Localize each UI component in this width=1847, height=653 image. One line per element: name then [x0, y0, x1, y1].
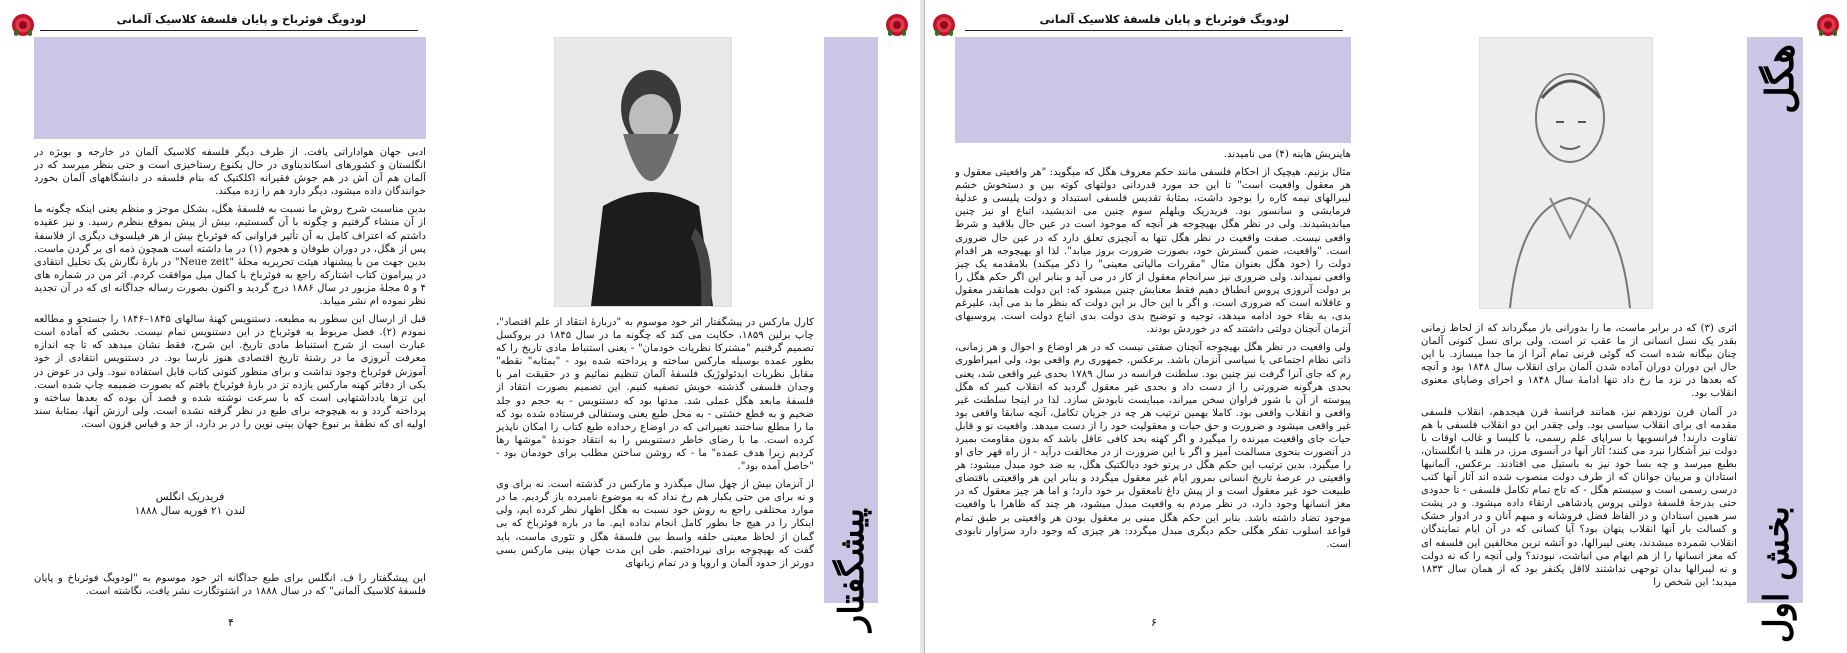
right-column-text — [1421, 322, 1737, 602]
paragraph: اثری (۳) که در برابر ماست، ما را بدورانی باز میگرداند که از لحاظ زمانی بقدر یک نسل انسانی از ما عقب تر است. ولی برای نسل کنونی آلمان چنان بیگانه شده است که گوئی قرنی تمام آنرا از ما جدا میسازد. با این حال این دوران دوران آماده شدن آلمان برای انقلاب سال ۱۸۴۸ بود و آنچه که بعدها در نزد ما رخ داد تنها ادامهٔ سال ۱۸۴۸ و اجرای وصایای معنوی انقلاب بود. — [1421, 323, 1737, 400]
paragraph: بدین مناسبت شرح روش ما نسبت به فلسفهٔ هگل، بشکل موجز و منظم یعنی اینکه چگونه ما از آن منشاء گرفتیم و چگونه با آن گسستیم، بیش از پیش بموقع بنظرم رسید. و نیز عقیده داشتم که اعتراف کامل به آن تأثیر فراوانی که فوئرباخ بیش از هر فیلسوف دیگری از فلاسفهٔ پس از هگل، در دوران طوفان و هجوم (۱) در ما داشته است همچون ذمه ای بر گردن ماست. بدین جهت من با پیشنهاد هیئت تحریریه مجلهٔ "Neue zeit" در بارهٔ نگارش یک تحلیل انتقادی در پیرامون کتاب اشتارکه راجع به فوئرباخ با کمال میل موافقت کردم. اثر من در شماره های ۴ و ۵ مجلهٔ مزبور در سال ۱۸۸۶ درج گردید و اکنون بصورت رساله جداگانه ای که در آن تجدید نظر نموده ام نشر مییابد. — [34, 204, 426, 308]
lavender-box — [34, 37, 426, 139]
section-title: هگل — [1757, 44, 1802, 114]
signature — [100, 490, 280, 518]
paragraph: ولی واقعیت در نظر هگل بهیچوجه آنچنان صفتی نیست که در هر اوضاع و احوال و هر زمانی، ذاتی نظام اجتماعی یا سیاسی آنزمان باشد. برعکس. جمهوری رم واقعی بود، ولی امپراطوری رم که جای آنرا گرفت نیز چنین بود. سلطنت فرانسه در سال ۱۷۸۹ بحدی غیر واقعی شد، یعنی بحدی هرگونه ضرورتی را از دست داد و بحدی غیر معقول گردید که انقلاب کبیر که هگل پیوسته از آن با شور فراوان سخن میراند، میبایست نابودش سازد. لذا در اینجا سلطنت غیر واقعی و انقلاب واقعی بود. کاملا بهمین ترتیب هر چه در جریان تکامل، آنچه سابقا واقعی بود غیر واقعی میشود و ضرورت و حق حیات و معقولیت خود را از دست میدهد. واقعیت نو و قابل حیات جای واقعیت میرنده را میگیرد و اگر کهنه بحد کافی عاقل باشد که بدون مقاومت بمیرد در آنصورت بنحوی مسالمت آمیز و اگر با این ضرورت از در مخالفت درآید - از راه قهر جای او را میگیرد. بدین ترتیب این حکم هگل در پرتو خود دیالکتیک هگل، به ضد خود مبدل میشود: هر واقعیتی در عرصهٔ تاریخ انسانی بمرور ایام غیر معقول میگردد و بنابر این هر واقعیتی باقتضای طبیعت خود غیر معقول است و از پیش داغ نامعقول بر خود دارد؛ و اما هر چیز معقول که در مغز انسانها وجود دارد، در نظر مردم به واقعیت مبدل میشود، هر چند که ظاهرا با واقعیت موجود تضاد داشته باشد. بنابر این حکم هگل مبنی بر معقول بودن هر واقعیتی بر طبق تمام قواعد اسلوب تفکر هگلی حکم دیگری مبدل میگردد: هر چیزی که وجود دارد سزاوار نابودی است. — [955, 342, 1351, 550]
paragraph: کارل مارکس در پیشگفتار اثر خود موسوم به "دربارهٔ انتقاد از علم اقتصاد"، چاپ برلین ۱۸۵۹، حکایت می کند که چگونه ما در سال ۱۸۴۵ در بروکسل تصمیم گرفتیم "مشترکا نظریات خودمان" - یعنی استنباط مادی تاریخ را که بطور عمده بوسیله مارکس ساخته و پرداخته شده بود - "بمثابه" نقطه" مقابل نظریات ایدئولوژیک فلسفهٔ آلمان تنظیم نمائیم و در حقیقت امر با وجدان فلسفی گذشته خویش تصفیه کنیم. این تصمیم بصورت انتقاد از فلسفهٔ مابعد هگل عملی شد. مدتها بود که دستنویس - به حجم دو جلد ضخیم و به قطع خشتی - به محل طبع یعنی وستفالی فرستاده شده بود که ما را مطلع ساختند تغییراتی که در اوضاع رخداده طبع کتاب را امکان ناپذیر کرده است. ما با رضای خاطر دستنویس را به انتقاد جوندهٔ "موشها رها کردیم زیرا هدف عمده" ما - که روشن ساختن مطلب برای خودمان بود - "حاصل آمده بود". — [496, 317, 814, 473]
rose-icon — [884, 12, 910, 38]
page-preface — [460, 0, 920, 653]
paragraph: ادبی جهان هواداراتی یافت. از طرف دیگر فلسفه کلاسیک آلمان در خارجه و بویژه در انگلستان و کشورهای اسکاندیناوی در حال یکنوع رستاخیزی است و حتی بنظر میرسد که در آلمان هم آن آش در هم جوش فقیرانه اکلکتیک که بنام فلسفه در دانشگاههای آلمان بخورد خوانندگان داده میشود، دیگر دارد هم را زده میکند. — [34, 147, 426, 198]
header-rule — [965, 30, 1343, 31]
rose-icon — [931, 12, 957, 38]
rose-icon — [1815, 12, 1841, 38]
section-label: بخش اول — [1757, 506, 1797, 644]
paragraph: هاینریش هاینه (۴) می نامیدند. — [1223, 149, 1351, 160]
hegel-portrait — [1479, 37, 1653, 309]
page-header-title: لودویگ فوئرباخ و پایان فلسفهٔ کلاسیک آلمانی — [116, 13, 366, 26]
paragraph: در آلمان قرن نوزدهم نیز، همانند فرانسهٔ قرن هیجدهم، انقلاب فلسفی مقدمه ای برای انقلاب سیاسی بود. ولی چقدر این دو انقلاب فلسفی با هم تفاوت دارند! فرانسویها با سراپای علم رسمی، با کلیسا و غالب اوقات با دولت نیز آشکارا نبرد می کنند؛ آثار آنها در آنسوی مرز، در هلند یا انگلستان، بطبع میرسد و چه بسا خود نیز به باستیل می افتادند. برعکس، آلمانیها استادان و مربیان جوانان که از طرف دولت منصوب شده اند آثار آنها کتب درسی رسمی است و سیستم هگل - که تاج تمام تکامل فلسفی - تا حدودی حتی بدرجهٔ فلسفهٔ دولتی پروس پادشاهی ارتقاء داده میشود. و در پشت سر همین استادان و در الفاظ فضل فروشانه و مبهم آنان و در ادوار خشک و کسالت بار آنها انقلاب پنهان بود؟ آیا کسانی که در آن ایام نمایندگان انقلاب شمرده میشدند، یعنی لیبرالها، دو آتشه ترین مخالفین این فلسفه ای که مغز انسانها را از هم ابهام می انباشت، نبودند؟ ولی آنچه را که نه دولت و نه لیبرالها بدان توجهی نداشتند لااقل یکنفر بود که از همان سال ۱۸۳۳ میدید؛ این شخص را — [1421, 406, 1737, 588]
signature-place-date: لندن ۲۱ فوریه سال ۱۸۸۸ — [134, 505, 246, 517]
paragraph: مثال بزنیم. هیچیک از احکام فلسفی مانند حکم معروف هگل که میگوید: "هر واقعیتی معقول و هر معقول واقعیت است" تا این حد مورد قدردانی دولتهای کوته بین و دستخوش خشم لیبرالهای نیمه کاره را بوجود داشت، بمثابهٔ تقدیس فلسفی استبداد و دولت پلیسی و عدلیهٔ فرمایشی و سانسور بود. فریدریک ویلهلم سوم چنین می اندیشید، اتباع او نیز چنین میاندیشیدند. ولی در نظر هگل بهیچوجه هر آنچه که موجود است در عین حال بلاقید و شرط واقعی نیست. صفت واقعیت در نظر هگل تنها به آنچیزی تعلق دارد که در عین حال ضروری است. "واقعیت، ضمن گسترش خود، بصورت ضرورت بروز میابد". لذا او بهیچوجه هر اقدام دولت را (خود هگل بعنوان مثال "مقررات مالیاتی معینی" را ذکر میکند) بلامقدمه یک چیز واقعی نمیداند. ولی ضروری نیز سرانجام معقول از کار در می آید و بنابر این اگر حکم هگل را بر دولت آنروزی پروس انطباق دهیم فقط معنایش چنین میشود که: این دولت همانقدر معقول و عاقلانه است که ضروری است. و اگر با این حال بر این دولت که بنظر ما بد می آید، علیرغم بدی، به بقاء خود ادامه میدهد، توجیه و توضیح بدی دولت بدی اتباع دولت است. پروسیهای آنزمان آنچنان دولتی داشتند که در خوردش بودند. — [955, 167, 1351, 336]
portrait-image — [1480, 38, 1652, 308]
paragraph: قبل از ارسال این سطور به مطبعه، دستنویس کهنهٔ سالهای ۱۸۴۵–۱۸۴۶ را جستجو و مطالعه نمودم (۲). فصل مربوط به فوئرباخ در این دستنویس تمام نیست. بخشی که آماده است عبارت است از شرح استنباط مادی تاریخ. این شرح، فقط نشان میدهد که تا چه اندازه معرفت آنروزی ما در رشتهٔ تاریخ اقتصادی هنوز نارسا بود. در دستنویس انتقادی از خود آموزش فوئرباخ وجود نداشت و برای منظور کنونی کتاب قابل استفاده نبود. ولی در عوض در یکی از دفاتر کهنه مارکس یازده تز در بارهٔ فوئرباخ یافتم که بصورت ضمیمه چاپ شده است. این تزها یادداشتهایی است که با سرعت نوشته شده و قصد آن بوده که بعدها ساخته و پرداخته گردد و به هیچوجه برای طبع در نظر گرفته نشده است. ولی ارزش آنها، بمثابهٔ سند اولیه ای که نطفهٔ بر نبوغ جهان بینی نوین را در بر دارد، از حد و قیاس فزون است. — [34, 314, 426, 430]
left-column-text — [955, 148, 1351, 602]
footnote: این پیشگفتار را ف. انگلس برای طبع جداگانه اثر خود موسوم به "لودویگ فوئرباخ و پایان فلسفهٔ کلاسیک آلمانی" که در سال ۱۸۸۸ در اشتوتگارت نشر یافت، نگاشته است. — [34, 573, 426, 598]
spread-right — [924, 0, 1845, 653]
page-number: ۶ — [1151, 616, 1157, 629]
left-column-text — [34, 146, 426, 470]
page-4 — [0, 0, 460, 653]
paragraph: از آنزمان بیش از چهل سال میگذرد و مارکس در گذشته است. نه برای وی و نه برای من حتی یکبار هم رخ نداد که به موضوع نامبرده باز گردیم. ما در موارد مختلفی راجع به روش خود نسبت به هگل اظهار نظر کرده ایم، ولی اینکار را در هیچ جا بطور کامل انجام نداده ایم. ما در باره فوئرباخ که بی گمان از لحاظ معینی حلقه واسط بین فلسفهٔ هگل و تئوری ماست، باید گفت که بهیچوجه برای نپرداختیم. طی این مدت جهان بینی مارکس بسی دورتر از حدود آلمان و اروپا و در تمام زبانهای — [496, 479, 814, 569]
right-column-text — [496, 316, 814, 602]
page-6 — [925, 0, 1385, 653]
rose-icon — [10, 12, 36, 38]
section-label: پیشگفتار — [832, 508, 872, 632]
page-hegel — [1385, 0, 1845, 653]
spread-left — [0, 0, 921, 653]
engels-portrait — [554, 37, 732, 307]
page-number: ۴ — [228, 616, 234, 629]
page-header-title: لودویگ فوئرباخ و پایان فلسفهٔ کلاسیک آلمانی — [1039, 13, 1289, 26]
lavender-box — [955, 37, 1351, 143]
header-rule — [40, 30, 418, 31]
portrait-image — [555, 38, 731, 306]
signature-name: فریدریک انگلس — [155, 491, 225, 503]
